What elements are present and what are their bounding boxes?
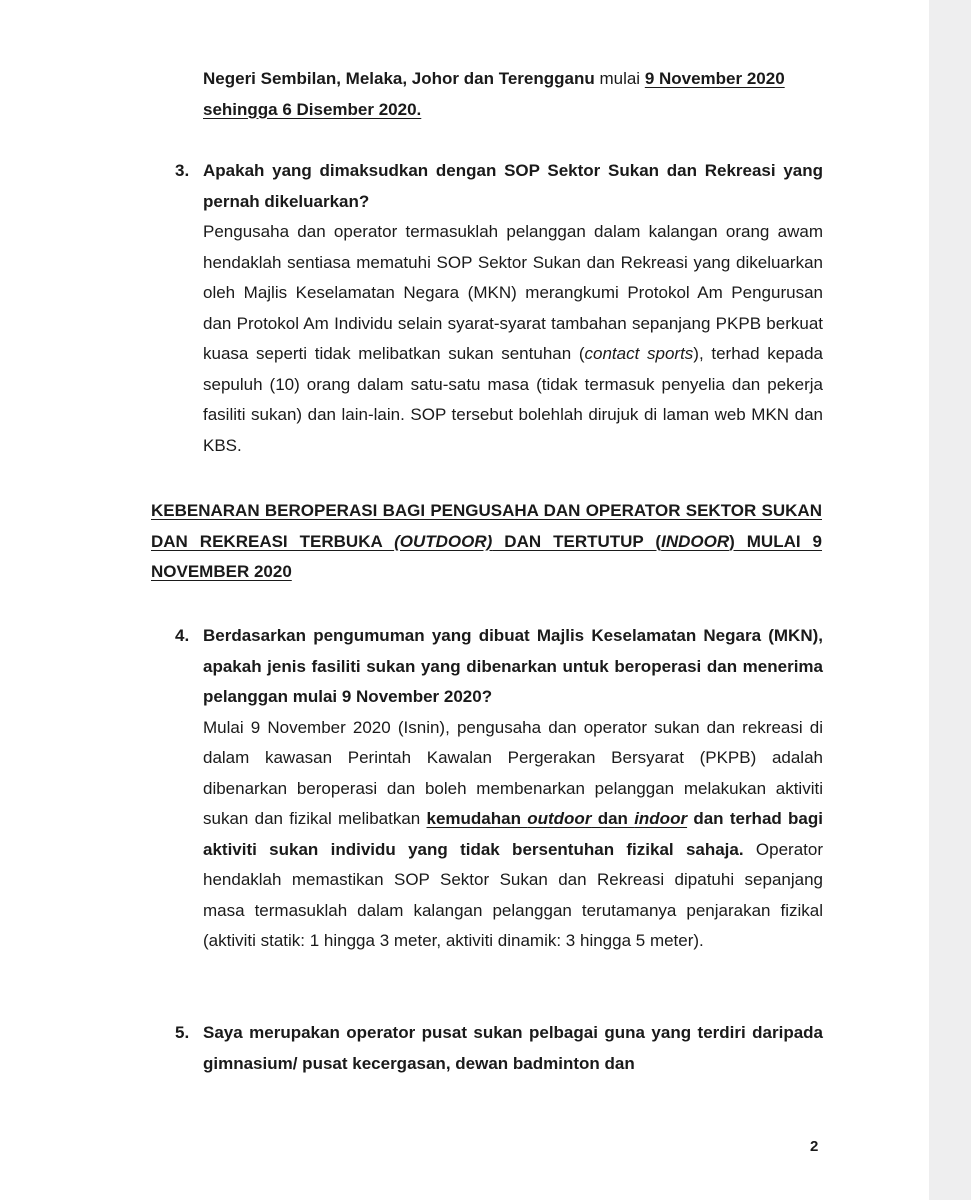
- q4-number: 4.: [175, 626, 190, 645]
- q3-question: Apakah yang dimaksudkan dengan SOP Sektor Sukan dan Rekreasi yang pernah dikeluarkan?: [203, 161, 823, 211]
- q4-answer: [203, 713, 823, 957]
- q4-answer-text-1: Mulai 9 November 2020 (Isnin), pengusaha dan operator sukan dan rekreasi di dalam kawasan Perintah Kawalan Pergerakan Bersyarat (PKPB) adalah dibenarkan beroperasi dan boleh membenarkan pelanggan melakukan aktiviti sukan dan fizikal melibatkan: [203, 717, 823, 828]
- q3-number: 3.: [175, 161, 190, 180]
- heading-text-2: DAN TERTUTUP (: [492, 531, 662, 551]
- intro-date-start: 9 November 2020: [644, 69, 785, 88]
- q4-and-word: dan: [591, 809, 635, 828]
- section-heading: [151, 496, 822, 588]
- q4-answer-facilities: [427, 809, 688, 828]
- intro-normal-text: mulai: [594, 69, 645, 88]
- intro-date-end: sehingga 6 Disember 2020.: [203, 99, 422, 119]
- q3-answer-text-1: Pengusaha dan operator termasuklah pelanggan dalam kalangan orang awam hendaklah sentiasa mematuhi SOP Sektor Sukan dan Rekreasi yang dikeluarkan oleh Majlis Keselamatan Negara (MKN) merangkumi Protokol Am Pengurusan dan Protokol Am Individu selain syarat-syarat tambahan sepanjang PKPB berkuat kuasa seperti tidak melibatkan sukan sentuhan (: [203, 222, 823, 363]
- q3-answer: [203, 217, 823, 461]
- q4-block: [203, 621, 823, 957]
- viewer-margin: [929, 0, 971, 1200]
- heading-text-1: KEBENARAN BEROPERASI BAGI PENGUSAHA DAN OPERATOR SEKTOR SUKAN DAN REKREASI TERBUKA: [151, 501, 822, 551]
- heading-indoor: INDOOR: [661, 531, 730, 551]
- q4-outdoor-word: outdoor: [527, 809, 592, 828]
- q3-block: [203, 156, 823, 461]
- q4-facilities-word: kemudahan: [426, 809, 528, 828]
- intro-paragraph: [203, 64, 823, 125]
- q4-answer-bold: dan terhad bagi aktiviti sukan individu yang tidak bersentuhan fizikal sahaja.: [203, 809, 823, 859]
- intro-bold-text: Negeri Sembilan, Melaka, Johor dan Terengganu: [203, 69, 595, 88]
- q3-answer-italic: contact sports: [584, 344, 694, 363]
- heading-outdoor: (OUTDOOR): [394, 531, 493, 551]
- q3-answer-text-2: ), terhad kepada sepuluh (10) orang dalam satu-satu masa (tidak termasuk penyelia dan pekerja fasiliti sukan) dan lain-lain. SOP tersebut bolehlah dirujuk di laman web MKN dan KBS.: [203, 344, 823, 455]
- heading-text-3: ) MULAI 9 NOVEMBER 2020: [151, 531, 823, 581]
- q4-indoor-word: indoor: [634, 809, 688, 828]
- q5-number: 5.: [175, 1023, 190, 1042]
- q4-question: Berdasarkan pengumuman yang dibuat Majlis Keselamatan Negara (MKN), apakah jenis fasiliti sukan yang dibenarkan untuk beroperasi dan menerima pelanggan mulai 9 November 2020?: [203, 626, 823, 706]
- page-number: 2: [810, 1138, 819, 1155]
- q4-answer-text-2: Operator hendaklah memastikan SOP Sektor Sukan dan Rekreasi dipatuhi sepanjang masa termasuklah dalam kalangan pelanggan terutamanya penjarakan fizikal (aktiviti statik: 1 hingga 3 meter, aktiviti dinamik: 3 hingga 5 meter).: [203, 839, 823, 950]
- q5-question: Saya merupakan operator pusat sukan pelbagai guna yang terdiri daripada gimnasium/ pusat kecergasan, dewan badminton dan: [203, 1023, 823, 1073]
